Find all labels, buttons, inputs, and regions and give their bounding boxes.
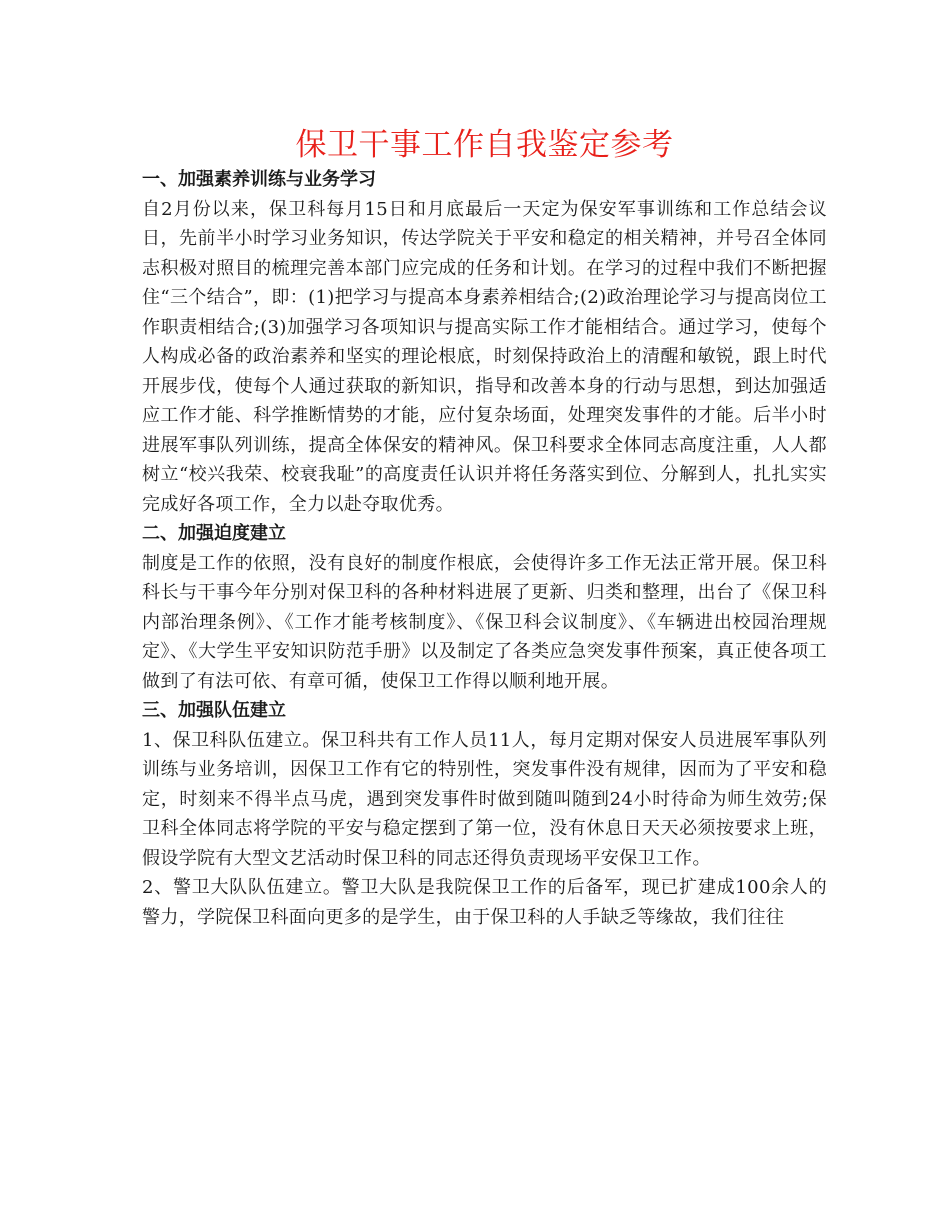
document-content	[142, 165, 827, 932]
paragraph-3: 1、保卫科队伍建立。保卫科共有工作人员11人，每月定期对保安人员进展军事队列训练与业务培训，因保卫工作有它的特别性，突发事件没有规律，因而为了平安和稳定，时刻来不得半点马虎，遇到突发事件时做到随叫随到24小时待命为师生效劳;保卫科全体同志将学院的平安与稳定摆到了第一位，没有休息日天天必须按要求上班，假设学院有大型文艺活动时保卫科的同志还得负责现场平安保卫工作。	[142, 729, 827, 869]
paragraph-2: 制度是工作的依照，没有良好的制度作根底，会使得许多工作无法正常开展。保卫科科长与干事今年分别对保卫科的各种材料进展了更新、归类和整理，出台了《保卫科内部治理条例》、《工作才能考核制度》、《保卫科会议制度》、《车辆进出校园治理规定》、《大学生平安知识防范手册》以及制定了各类应急突发事件预案，真正使各项工做到了有法可依、有章可循，使保卫工作得以顺利地开展。	[142, 552, 827, 692]
paragraph-4: 2、警卫大队队伍建立。警卫大队是我院保卫工作的后备军，现已扩建成100余人的警力，学院保卫科面向更多的是学生，由于保卫科的人手缺乏等缘故，我们往往	[142, 877, 827, 928]
paragraph-1: 自2月份以来，保卫科每月15日和月底最后一天定为保安军事训练和工作总结会议日，先前半小时学习业务知识，传达学院关于平安和稳定的相关精神，并号召全体同志积极对照目的梳理完善本部门应完成的任务和计划。在学习的过程中我们不断把握住“三个结合”，即：(1)把学习与提高本身素养相结合;(2)政治理论学习与提高岗位工作职责相结合;(3)加强学习各项知识与提高实际工作才能相结合。通过学习，使每个人构成必备的政治素养和坚实的理论根底，时刻保持政治上的清醒和敏锐，跟上时代开展步伐，使每个人通过获取的新知识，指导和改善本身的行动与思想，到达加强适应工作才能、科学推断情势的才能，应付复杂场面，处理突发事件的才能。后半小时进展军事队列训练，提高全体保安的精神风。保卫科要求全体同志高度注重，人人都树立“校兴我荣、校衰我耻”的高度责任认识并将任务落实到位、分解到人，扎扎实实完成好各项工作，全力以赴夺取优秀。	[142, 198, 827, 515]
section-heading-2: 二、加强迫度建立	[142, 523, 286, 544]
section-heading-1: 一、加强素养训练与业务学习	[142, 169, 376, 190]
document-body	[142, 125, 827, 932]
section-heading-3: 三、加强队伍建立	[142, 700, 286, 721]
document-title: 保卫干事工作自我鉴定参考	[295, 127, 674, 163]
